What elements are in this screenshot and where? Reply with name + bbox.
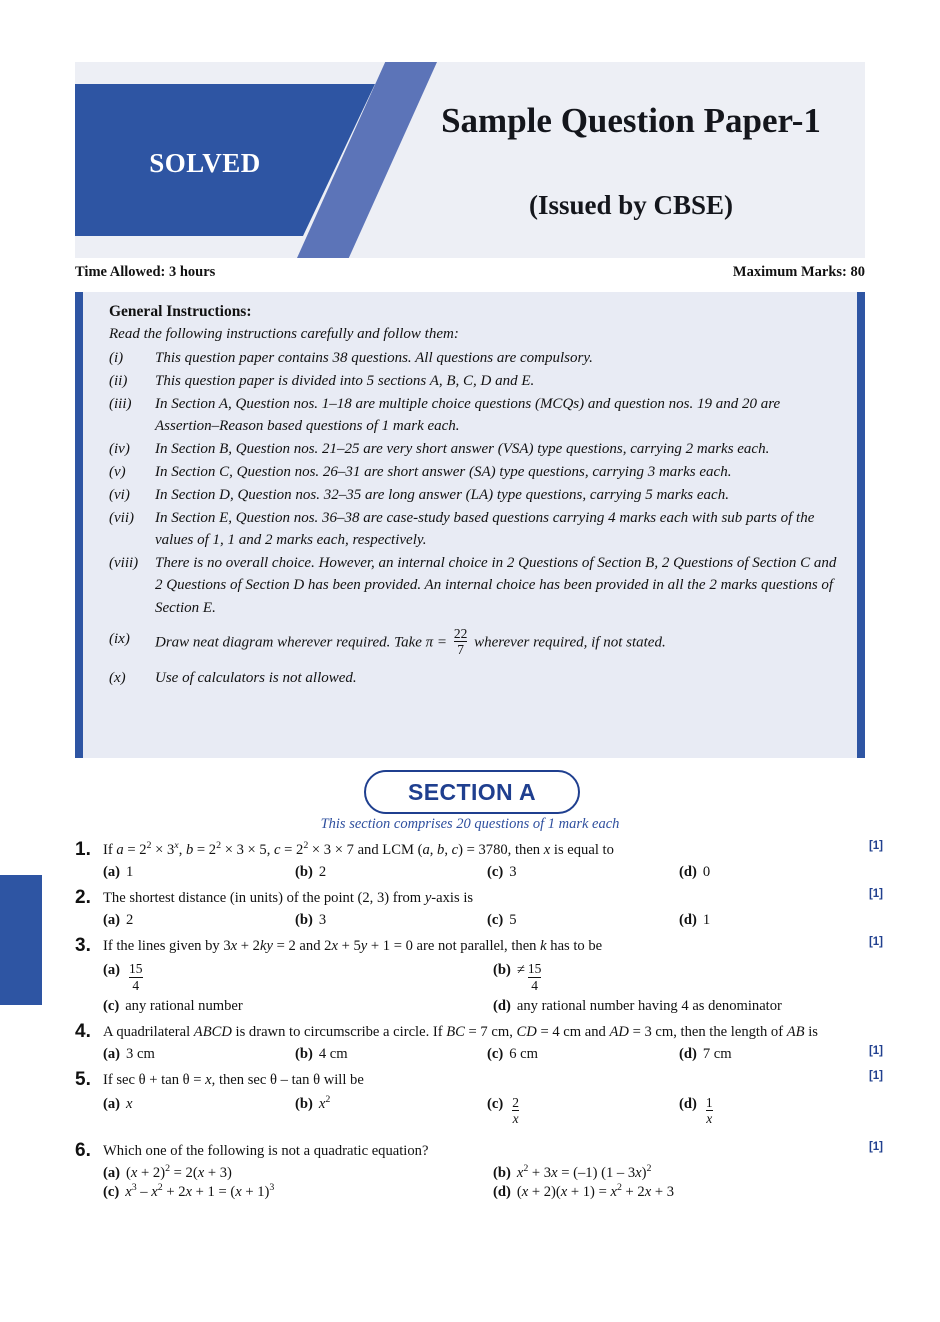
option-label: (c) <box>103 997 120 1014</box>
solved-badge-label: SOLVED <box>149 148 261 178</box>
instruction-number: (v) <box>109 464 126 481</box>
instruction-item-pi <box>109 625 837 658</box>
option-b[interactable] <box>493 962 883 993</box>
question-text: A quadrilateral ABCD is drawn to circumscribe a circle. If BC = 7 cm, CD = 4 cm and AD = 3 cm, then the length of AB is <box>103 1023 818 1040</box>
option-d[interactable] <box>679 912 871 929</box>
question-marks: [1] <box>868 936 883 949</box>
option-text: $(x + 2)(x + 1) = x^2 + 2x + 3$ <box>516 1182 675 1201</box>
question-marks: [1] <box>868 1044 883 1057</box>
instructions-heading: General Instructions: <box>109 303 252 320</box>
option-d[interactable] <box>493 1184 883 1201</box>
question-options-second-row <box>75 1184 883 1201</box>
question-item <box>75 1141 883 1201</box>
question-text: If sec θ + tan θ = x, then sec θ – tan θ will be <box>103 1071 364 1088</box>
option-b[interactable] <box>295 1096 487 1127</box>
instruction-item <box>109 667 837 689</box>
question-text: If $a = 2^2 \times 3^x$, $b = 2^2 \times 3 \times 5$, $c = 2^2 \times 3 \times 7$ and LCM (a, b, c) = 3780, then x is equal to <box>103 840 614 858</box>
question-text: Which one of the following is not a quadratic equation? <box>103 1143 429 1160</box>
option-text: 3 cm <box>126 1045 155 1062</box>
option-a[interactable] <box>103 1096 295 1127</box>
question-item <box>75 936 883 1014</box>
instruction-text: In Section B, Question nos. 21–25 are very short answer (VSA) type questions, carrying 2 marks each. <box>155 441 770 458</box>
question-item <box>75 1022 883 1063</box>
option-c[interactable] <box>103 998 493 1015</box>
option-label: (b) <box>295 1095 313 1112</box>
question-marks: [1] <box>868 888 883 901</box>
option-text: any rational number having 4 as denominator <box>516 997 782 1014</box>
instruction-text: In Section E, Question nos. 36–38 are case-study based questions carrying 4 marks each with sub parts of the values of 1, 1 and 2 marks each, respectively. <box>155 510 815 549</box>
not-equal-sign: ≠ <box>516 962 525 979</box>
question-options <box>75 962 883 993</box>
instruction-text: There is no overall choice. However, an internal choice in 2 Questions of Section B, 2 Questions of Section C and 2 Questions of Section D has been provided. An internal choice has been provided in all the 2 marks questions of Section E. <box>155 555 837 616</box>
option-a[interactable] <box>103 1046 295 1063</box>
option-label: (a) <box>103 864 121 881</box>
fraction-numerator: 22 <box>453 625 468 641</box>
option-b[interactable] <box>295 1046 487 1063</box>
option-text: any rational number <box>125 997 243 1014</box>
option-label: (d) <box>679 912 697 929</box>
question-number: 5. <box>75 1068 91 1090</box>
instruction-text-before: Draw neat diagram wherever required. Take π = <box>155 634 448 651</box>
instruction-item <box>109 507 837 551</box>
option-c[interactable] <box>487 1096 679 1127</box>
time-allowed-label: Time Allowed: 3 hours <box>75 264 216 280</box>
option-text: 2 <box>126 912 134 929</box>
instruction-number: (ix) <box>109 630 130 647</box>
option-label: (a) <box>103 962 121 979</box>
fraction-denominator: 7 <box>454 641 468 657</box>
option-fraction: $\frac{15}{4}$ <box>129 961 143 993</box>
option-a[interactable] <box>103 864 295 881</box>
question-options <box>75 1165 883 1182</box>
instruction-item <box>109 370 837 392</box>
option-c[interactable] <box>103 1184 493 1201</box>
page-subtitle: (Issued by CBSE) <box>528 190 734 220</box>
instruction-item <box>109 484 837 506</box>
option-b[interactable] <box>295 864 487 881</box>
option-label: (b) <box>295 864 313 881</box>
option-d[interactable] <box>679 1096 871 1127</box>
option-label: (b) <box>493 1165 511 1182</box>
instruction-item <box>109 438 837 460</box>
option-a[interactable] <box>103 1165 493 1182</box>
option-label: (a) <box>103 1045 121 1062</box>
question-number: 6. <box>75 1140 91 1162</box>
option-label: (c) <box>487 912 504 929</box>
question-marks: [1] <box>868 1069 883 1082</box>
option-text: 1 <box>126 864 134 881</box>
option-text: 4 cm <box>318 1045 348 1062</box>
option-label: (d) <box>493 997 511 1014</box>
option-label: (d) <box>493 1184 511 1201</box>
option-c[interactable] <box>487 864 679 881</box>
option-text: $(x + 2)^2 = 2(x + 3)$ <box>126 1163 232 1182</box>
page-edge-tab <box>0 875 42 1005</box>
option-text: 2 <box>318 864 327 881</box>
question-text: The shortest distance (in units) of the point (2, 3) from y-axis is <box>103 890 474 907</box>
option-label: (b) <box>295 912 313 929</box>
maximum-marks-label: Maximum Marks: 80 <box>732 264 865 280</box>
question-item <box>75 1070 883 1127</box>
option-d[interactable] <box>679 1046 871 1063</box>
option-d[interactable] <box>679 864 871 881</box>
instruction-number: (x) <box>109 669 126 686</box>
option-text: 3 <box>318 912 327 929</box>
option-text: $x^2$ <box>318 1094 331 1112</box>
instruction-number: (vi) <box>109 487 130 504</box>
question-number: 2. <box>75 887 91 909</box>
instruction-item <box>109 552 837 618</box>
questions-list <box>75 840 883 1208</box>
option-a[interactable] <box>103 962 493 993</box>
question-item <box>75 840 883 881</box>
option-label: (b) <box>493 962 511 979</box>
option-text: 6 cm <box>509 1045 538 1062</box>
question-item <box>75 888 883 929</box>
question-options <box>75 864 883 881</box>
option-d[interactable] <box>493 998 883 1015</box>
option-text: x <box>126 1095 133 1112</box>
question-options <box>75 912 883 929</box>
option-b[interactable] <box>295 912 487 929</box>
instruction-number: (iii) <box>109 396 132 413</box>
general-instructions-box <box>75 292 865 758</box>
section-a-pill: SECTION A <box>364 770 580 814</box>
question-marks: [1] <box>868 1141 883 1154</box>
option-fraction: $\frac{2}{x}$ <box>512 1094 519 1127</box>
option-label: (c) <box>487 864 504 881</box>
option-label: (a) <box>103 1095 121 1112</box>
option-text: 1 <box>702 912 711 929</box>
question-options-second-row <box>75 998 883 1015</box>
option-c[interactable] <box>487 912 679 929</box>
option-label: (b) <box>295 1045 313 1062</box>
option-label: (d) <box>679 1045 697 1062</box>
option-a[interactable] <box>103 912 295 929</box>
section-a-note: This section comprises 20 questions of 1 mark each <box>320 816 620 832</box>
instruction-item <box>109 393 837 437</box>
option-label: (a) <box>103 912 121 929</box>
option-text: $x^3 - x^2 + 2x + 1 = (x + 1)^3$ <box>125 1182 275 1201</box>
instruction-text-after: wherever required, if not stated. <box>474 634 666 651</box>
option-label: (a) <box>103 1165 121 1182</box>
pi-fraction <box>454 627 468 657</box>
instruction-text: In Section C, Question nos. 26–31 are short answer (SA) type questions, carrying 3 marks each. <box>155 464 732 481</box>
question-number: 4. <box>75 1020 91 1042</box>
instruction-item <box>109 461 837 483</box>
option-fraction: $\frac{15}{4}$ <box>527 961 542 993</box>
option-label: (c) <box>487 1095 504 1112</box>
question-options <box>75 1096 883 1127</box>
option-label: (d) <box>679 864 697 881</box>
instruction-text <box>155 625 837 658</box>
option-text: 7 cm <box>702 1045 732 1062</box>
instruction-number: (viii) <box>109 555 139 572</box>
instruction-item <box>109 347 837 369</box>
question-marks: [1] <box>868 840 883 852</box>
instruction-text: In Section D, Question nos. 32–35 are long answer (LA) type questions, carrying 5 marks each. <box>155 487 729 504</box>
option-fraction: $\frac{1}{x}$ <box>705 1094 713 1127</box>
instruction-number: (iv) <box>109 441 130 458</box>
option-b[interactable] <box>493 1165 883 1182</box>
page-title: Sample Question Paper-1 <box>441 101 821 140</box>
option-label: (c) <box>103 1184 120 1201</box>
option-text: $x^2 + 3x = (-1)$ (1 – 3x)$^2$ <box>516 1163 652 1182</box>
instruction-number: (i) <box>109 350 124 366</box>
instructions-lead: Read the following instructions carefully and follow them: <box>109 326 459 342</box>
option-label: (c) <box>487 1045 504 1062</box>
option-text: 5 <box>509 912 517 929</box>
question-options <box>75 1046 883 1063</box>
option-c[interactable] <box>487 1046 679 1063</box>
exam-meta-row <box>75 264 865 281</box>
question-number: 3. <box>75 935 91 957</box>
question-number: 1. <box>75 839 91 860</box>
instruction-number: (ii) <box>109 373 128 390</box>
instruction-text: This question paper is divided into 5 sections A, B, C, D and E. <box>155 373 535 390</box>
header-banner <box>75 62 865 258</box>
instruction-number: (vii) <box>109 510 134 527</box>
instruction-text: Use of calculators is not allowed. <box>155 669 357 686</box>
option-label: (d) <box>679 1095 697 1112</box>
instruction-text: This question paper contains 38 questions. All questions are compulsory. <box>155 350 593 366</box>
option-text: 0 <box>702 864 711 881</box>
instruction-text: In Section A, Question nos. 1–18 are multiple choice questions (MCQs) and question nos. 19 and 20 are Assertion–Reason based questions of 1 mark each. <box>155 396 781 435</box>
question-text: If the lines given by 3x + 2ky = 2 and 2x + 5y + 1 = 0 are not parallel, then k has to be <box>103 938 603 955</box>
option-text: 3 <box>509 864 517 881</box>
